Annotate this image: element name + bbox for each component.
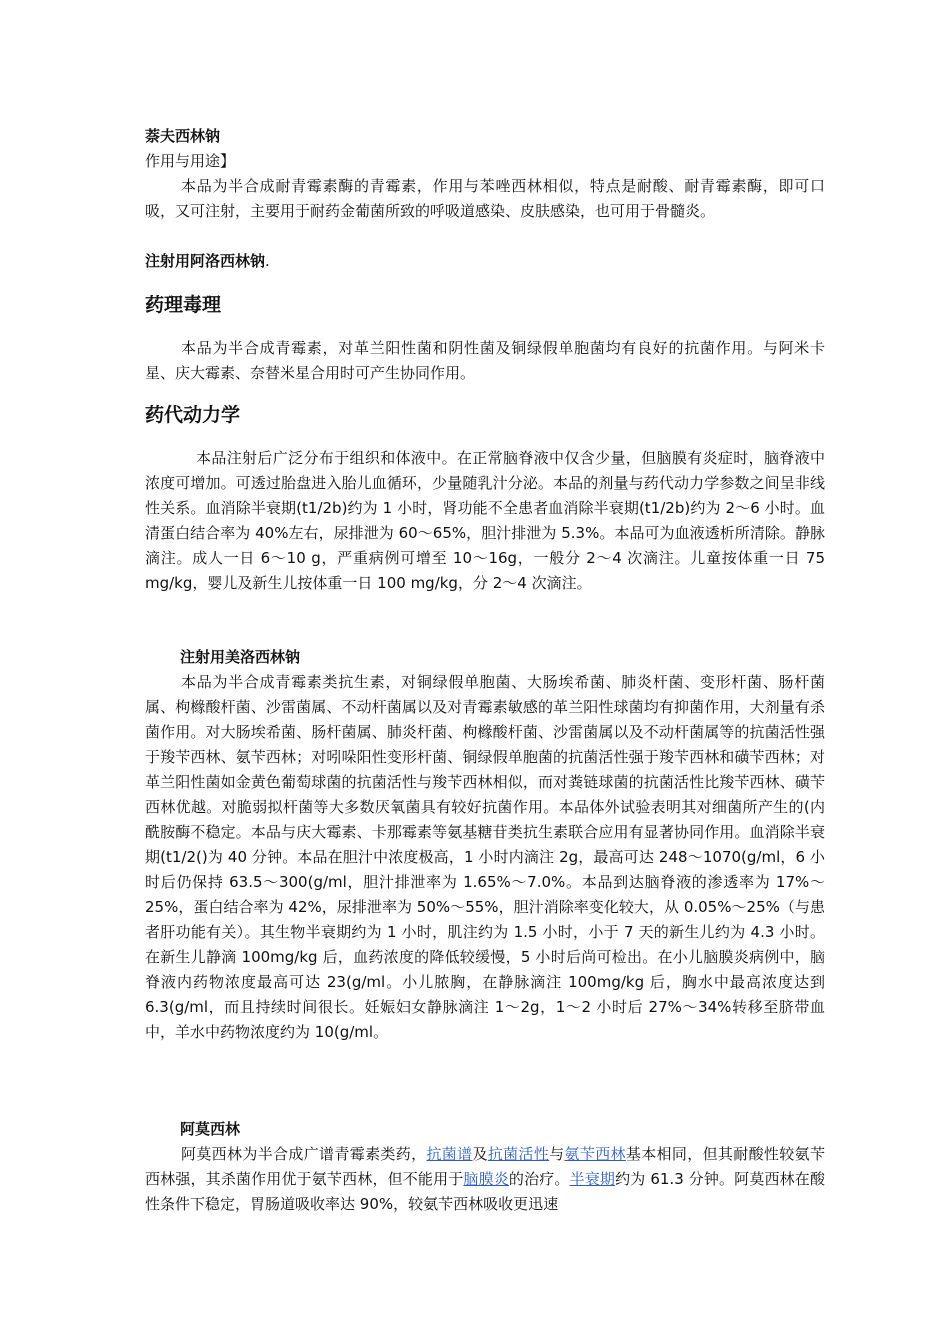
heading-pharmacokinetics: 药代动力学 xyxy=(145,404,241,426)
drug-title-amoxicillin: 阿莫西林 xyxy=(180,1120,241,1138)
heading-pharmacology: 药理毒理 xyxy=(145,294,222,316)
drug-title-nafcillin: 萘夫西林钠 xyxy=(145,127,221,145)
amoxicillin-text-3: 与 xyxy=(549,1145,565,1163)
amoxicillin-text-5: 的治疗。 xyxy=(508,1170,570,1188)
pharmacology-paragraph: 本品为半合成青霉素，对革兰阳性菌和阴性菌及铜绿假单胞菌均有良好的抗菌作用。与阿米卡星、庆大霉素、奈替米星合用时可产生协同作用。 xyxy=(145,339,825,382)
pharmacokinetics-paragraph: 本品注射后广泛分布于组织和体液中。在正常脑脊液中仅含少量，但脑膜有炎症时，脑脊液中浓度可增加。可透过胎盘进入胎儿血循环，少量随乳汁分泌。本品的剂量与药代动力学参数之间呈非线性关系。血消除半衰期(t1/2b)约为 1 小时，肾功能不全患者血消除半衰期(t1/2b)约为 2～6 小时。血清蛋白结合率为 40%左右，尿排泄为 60～65%，胆汁排泄为 5.3%。本品可为血液透析所清除。静脉滴注。成人一日 6～10 g，严重病例可增至 10～16g，一般分 2～4 次滴注。儿童按体重一日 75 mg/kg，婴儿及新生儿按体重一日 100 mg/kg，分 2～4 次滴注。 xyxy=(145,449,825,592)
link-half-life[interactable]: 半衰期 xyxy=(569,1170,616,1188)
nafcillin-paragraph: 本品为半合成耐青霉素酶的青霉素，作用与苯唑西林相似，特点是耐酸、耐青霉素酶，即可口吸，又可注射，主要用于耐药金葡菌所致的呼吸道感染、皮肤感染，也可用于骨髓炎。 xyxy=(145,177,825,220)
amoxicillin-text-6: 约为 61.3 分钟。阿莫西林在酸性条件下稳定，胃肠道吸收率达 90%，较氨苄西林吸收更迅速 xyxy=(145,1170,825,1213)
amoxicillin-text-1: 阿莫西林为半合成广谱青霉素类药， xyxy=(181,1145,427,1163)
drug-title-azlocillin: 注射用阿洛西林钠. xyxy=(145,252,270,270)
link-ampicillin[interactable]: 氨苄西林 xyxy=(564,1145,626,1163)
usage-label: 作用与用途】 xyxy=(145,152,236,170)
amoxicillin-paragraph xyxy=(145,1142,825,1217)
drug-title-mezlocillin: 注射用美洛西林钠 xyxy=(180,648,301,666)
mezlocillin-paragraph: 本品为半合成青霉素类抗生素，对铜绿假单胞菌、大肠埃希菌、肺炎杆菌、变形杆菌、肠杆菌属、枸橼酸杆菌、沙雷菌属、不动杆菌属以及对青霉素敏感的革兰阳性球菌均有抑菌作用，大剂量有杀菌作用。对大肠埃希菌、肠杆菌属、肺炎杆菌、枸橼酸杆菌、沙雷菌属以及不动杆菌属等的抗菌活性强于羧苄西林、氨苄西林；对吲哚阳性变形杆菌、铜绿假单胞菌的抗菌活性强于羧苄西林和磺苄西林；对革兰阳性菌如金黄色葡萄球菌的抗菌活性与羧苄西林相似，而对粪链球菌的抗菌活性比羧苄西林、磺苄西林优越。对脆弱拟杆菌等大多数厌氧菌具有较好抗菌作用。本品体外试验表明其对细菌所产生的(内酰胺酶不稳定。本品与庆大霉素、卡那霉素等氨基糖苷类抗生素联合应用有显著协同作用。血消除半衰期(t1/2()为 40 分钟。本品在胆汁中浓度极高，1 小时内滴注 2g，最高可达 248～1070(g/ml，6 小时后仍保持 63.5～300(g/ml，胆汁排泄率为 1.65%～7.0%。本品到达脑脊液的渗透率为 17%～25%，蛋白结合率为 42%，尿排泄率为 50%～55%，胆汁消除率变化较大，从 0.05%～25%（与患者肝功能有关）。其生物半衰期约为 1 小时，肌注约为 1.5 小时，小于 7 天的新生儿约为 4.3 小时。在新生儿静滴 100mg/kg 后，血药浓度的降低较缓慢，5 小时后尚可检出。在小儿脑膜炎病例中，脑脊液内药物浓度最高可达 23(g/ml。小儿脓胸，在静脉滴注 100mg/kg 后，胸水中最高浓度达到 6.3(g/ml，而且持续时间很长。妊娠妇女静脉滴注 1～2g，1～2 小时后 27%～34%转移至脐带血中，羊水中药物浓度约为 10(g/ml。 xyxy=(145,673,825,1041)
amoxicillin-text-4: 基本相同，但其耐酸性较氨苄西林强，其杀菌作用优于氨苄西林，但不能用于 xyxy=(145,1145,825,1188)
amoxicillin-text-2: 及 xyxy=(472,1145,488,1163)
link-antibacterial-spectrum[interactable]: 抗菌谱 xyxy=(426,1145,473,1163)
link-antibacterial-activity[interactable]: 抗菌活性 xyxy=(487,1145,550,1163)
link-meningitis[interactable]: 脑膜炎 xyxy=(463,1170,509,1188)
